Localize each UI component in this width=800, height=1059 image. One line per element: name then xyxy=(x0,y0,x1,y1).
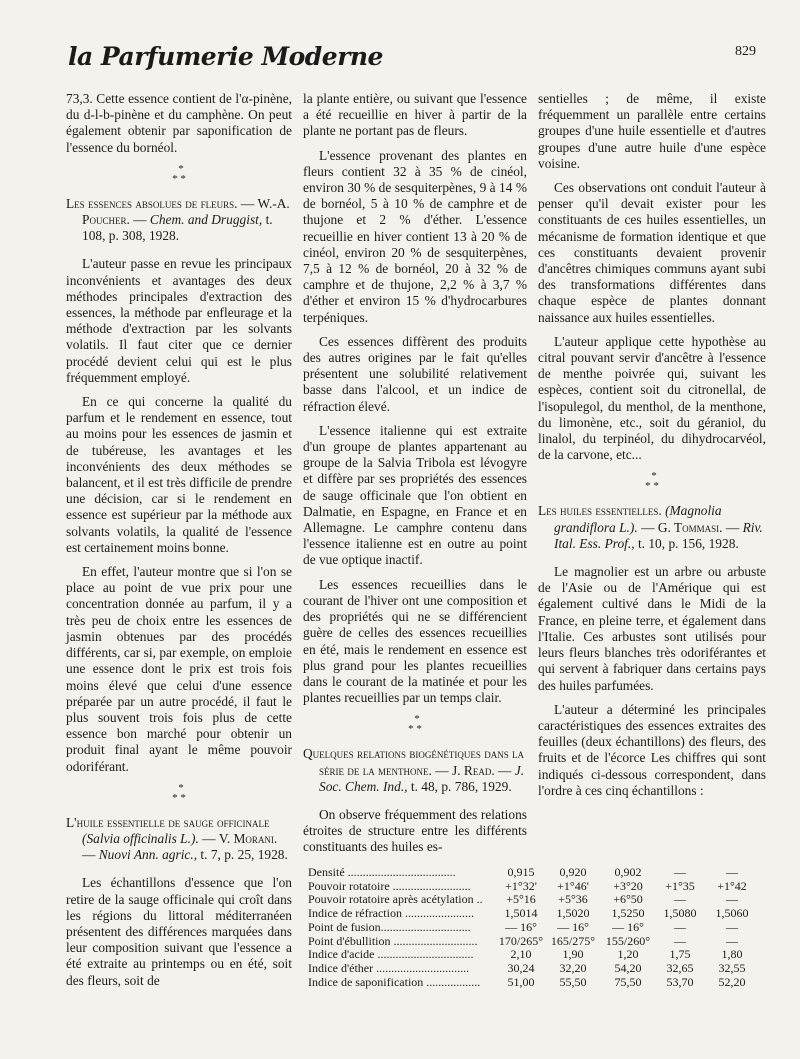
paragraph: la plante entière, ou suivant que l'essence a été recueillie en hiver à partir de la plante ne portant pas de fleurs. xyxy=(303,91,527,139)
property-label: Indice d'acide ................................ xyxy=(308,948,474,962)
table-cell: — 16° xyxy=(612,919,644,934)
table-cell: 1,5250 xyxy=(611,906,645,921)
table-cell: 1,5020 xyxy=(556,906,590,921)
table-cell: 1,5060 xyxy=(715,906,749,921)
reference-journal: Riv. Ital. Ess. Prof., xyxy=(554,519,763,551)
table-cell: 170/265° xyxy=(498,933,544,948)
paragraph: Ces essences diffèrent des produits des autres origines par le fait qu'elles présentent une solubilité relativement basse dans l'alcool, et un indice de réfraction élevé. xyxy=(303,333,527,414)
table-cell: 1,80 xyxy=(721,947,743,962)
article-reference: Les huiles essentielles. (Magnolia grandiflora L.). — G. Tommasi. — Riv. Ital. Ess. Prof., t. 10, p. 156, 1928. xyxy=(538,503,763,551)
column-right xyxy=(538,91,766,799)
paragraph: Les échantillons d'essence que l'on retire de la sauge officinale qui croît dans les régions du littoral méditerranéen présentent des différences marquées dans leur composition suivant que l'essence a été extraite au printemps ou en été, soit des fleurs, soit de xyxy=(66,875,292,988)
property-label: Pouvoir rotatoire .......................... xyxy=(308,879,471,893)
paragraph: L'auteur applique cette hypothèse au citral pouvant servir d'ancêtre à l'essence de menthe poivrée qui, suivant les espèces, contient soit du citronellal, de l'isopulegol, du menthol, de la menthone, du limonène, etc., soit du géraniol, du linalol, du terpinéol, du dihydrocarvéol, de la carvone, etc... xyxy=(538,333,766,463)
table-cell: +1°32' xyxy=(505,878,537,893)
reference-title: Les essences absolues de fleurs. xyxy=(66,195,238,211)
paragraph: L'essence provenant des plantes en fleurs contient 32 à 35 % de cinéol, environ 30 % de sesquiterpènes, 9 à 14 % de bornéol, 5 à 10 % de camphre et de thujone et 2 % d'éther. L'essence recueillie en hiver contient 13 à 20 % de cinéol, environ 20 % de sesquiterpènes, 7,5 à 12 % de bornéol, 20 à 32 % de camphre et de thujone, 2,2 % à 3,7 % d'éther et environ 15 % d'hydrocarbures terpéniques. xyxy=(303,147,527,325)
article-reference: Quelques relations biogénétiques dans la série de la menthone. — J. Read. — J. Soc. Chem. Ind., t. 48, p. 786, 1929. xyxy=(303,746,525,794)
table-cell: 32,55 xyxy=(718,960,746,975)
paragraph: 73,3. Cette essence contient de l'α-pinène, du d-l-b-pinène et du camphène. On peut également obtenir par saponification de l'essence du bornéol. xyxy=(66,91,292,155)
reference-latin-name: (Salvia officinalis L.). xyxy=(82,830,199,846)
table-cell: 51,00 xyxy=(507,974,535,989)
table-row xyxy=(308,948,768,962)
table-cell: 0,920 xyxy=(559,865,587,879)
table-cell: +6°50 xyxy=(613,892,643,907)
paragraph: En effet, l'auteur montre que si l'on se place au point de vue prix pour une concentration donnée au parfum, il y a très peu de choix entre les essences de jasmin obtenues par des procédés différents, car si, par exemple, on emploie une essence dont le prix est trois fois moins élevé que celui d'une essence préparée par un autre procédé, il faut le plus souvent trois fois plus de cette essence bon marché pour obtenir un produit final ayant le même pouvoir odoriférant. xyxy=(66,564,292,774)
table-cell: 1,90 xyxy=(562,947,584,962)
paragraph: On observe fréquemment des relations étroites de structure entre les différents constituants des huiles es- xyxy=(303,806,527,855)
column-middle xyxy=(303,91,527,856)
page-number: 829 xyxy=(735,44,756,59)
reference-details: t. 7, p. 25, 1928. xyxy=(197,847,288,863)
table-cell: 155/260° xyxy=(605,933,651,948)
table-cell: +5°36 xyxy=(558,892,588,907)
asterism: * * * xyxy=(408,713,422,736)
table-row xyxy=(308,880,768,894)
paragraph: L'auteur passe en revue les principaux inconvénients et avantages des deux méthodes principales d'extraction des essences, la méthode par enfleurage et la méthode d'extraction par les solvants volatils. Il faut citer que ce dernier procédé devient celui qui est le plus fréquemment employé. xyxy=(66,256,292,385)
reference-title: Quelques relations biogénétiques dans la série de la menthone. xyxy=(303,746,525,778)
reference-journal: Chem. and Druggist, xyxy=(149,212,263,228)
table-row xyxy=(308,866,768,880)
asterism: * * * xyxy=(172,162,186,185)
article-reference: Les essences absolues de fleurs. — W.-A. Poucher. — Chem. and Druggist, t. 108, p. 308, 1928. xyxy=(66,195,290,244)
reference-author: J. Read. xyxy=(451,762,495,778)
table-cell: +5°16 xyxy=(506,892,536,907)
reference-details: t. 108, p. 308, 1928. xyxy=(82,212,273,244)
reference-author: W.-A. Poucher. xyxy=(82,195,290,228)
paragraph: Ces observations ont conduit l'auteur à penser qu'il devait exister pour les constituants de ces huiles essentielles, un mécanisme de formation identique et que ces constituants devaient provenir d'ancêtres chimiques communs ayant subi des transformations différentes dans chaque espèce de plantes donnant naissance aux huiles essentielles. xyxy=(538,180,766,325)
table-cell: 0,902 xyxy=(614,865,642,879)
table-cell: +1°42 xyxy=(717,878,747,893)
table-cell: 55,50 xyxy=(559,974,587,989)
asterism: * * * xyxy=(172,781,186,804)
reference-details: t. 10, p. 156, 1928. xyxy=(634,535,739,551)
table-cell: 52,20 xyxy=(718,974,746,989)
reference-journal: J. Soc. Chem. Ind., xyxy=(319,762,525,794)
table-cell: — xyxy=(726,933,738,948)
reference-author: V. Morani. xyxy=(218,830,278,846)
table-cell: 1,5080 xyxy=(663,906,697,921)
table-cell: 30,24 xyxy=(507,960,535,975)
table-cell: 32,65 xyxy=(666,960,694,975)
table-row xyxy=(308,935,768,949)
table-cell: 32,20 xyxy=(559,960,587,975)
table-cell: +3°20 xyxy=(613,878,643,893)
paragraph: L'essence italienne qui est extraite d'un groupe de plantes appartenant au groupe de la Salvia Tribola est lévogyre et diffère par ses propriétés des essences de sauge officinale que l'on obtient en Dalmatie, en Espagne, en France et en Allemagne. Le camphre contenu dans l'essence italienne est en outre au point de vue optique inactif. xyxy=(303,422,527,568)
asterism: * * * xyxy=(645,470,659,493)
table-cell: 1,5014 xyxy=(504,906,538,921)
table-cell: — xyxy=(726,865,738,879)
table-cell: — xyxy=(674,892,686,907)
property-label: Indice de saponification .................. xyxy=(308,975,481,989)
column-left xyxy=(66,91,292,989)
paragraph: sentielles ; de même, il existe fréquemment un parallèle entre certains groupes d'une huile essentielle et d'autres groupes d'une autre huile d'une espèce voisine. xyxy=(538,91,766,171)
property-label: Pouvoir rotatoire après acétylation .. xyxy=(308,893,483,907)
table-cell: — xyxy=(674,865,686,879)
table-cell: +1°46' xyxy=(557,878,589,893)
table-cell: 75,50 xyxy=(614,974,642,989)
property-label: Indice d'éther ............................... xyxy=(308,961,470,975)
reference-latin-name: (Magnolia grandiflora L.). xyxy=(554,503,722,535)
property-label: Point d'ébullition ............................ xyxy=(308,934,478,948)
table-cell: 2,10 xyxy=(510,947,532,962)
table-cell: — xyxy=(674,933,686,948)
table-cell: — 16° xyxy=(505,919,537,934)
table-cell: 1,75 xyxy=(669,947,691,962)
paragraph: En ce qui concerne la qualité du parfum et le rendement en essence, tout au moins pour les essences de jasmin et de tubéreuse, les avantages et les inconvénients des deux méthodes se balancent, et il est très difficile de prendre une décision, car si le rendement en essence est supérieur par la méthode aux solvants volatils, la qualité de l'essence est certainement moins bonne. xyxy=(66,394,292,555)
article-reference: L'huile essentielle de sauge officinale (Salvia officinalis L.). — V. Morani. — Nuovi Ann. agric., t. 7, p. 25, 1928. xyxy=(66,814,288,863)
paragraph: L'auteur a déterminé les principales caractéristiques des essences extraites des feuilles (deux échantillons) des fleurs, des fruits et de l'écorce Les chiffres qui sont indiqués ci-dessous correspondent, dans l'ordre à ces cinq échantillons : xyxy=(538,701,766,798)
table-cell: 54,20 xyxy=(614,960,642,975)
reference-title: Les huiles essentielles. xyxy=(538,503,662,519)
table-cell: 0,915 xyxy=(507,865,535,879)
table-row xyxy=(308,962,768,976)
table-row xyxy=(308,976,768,990)
property-label: Point de fusion.............................. xyxy=(308,920,471,934)
table-cell: 165/275° xyxy=(550,933,596,948)
property-label: Densité .................................... xyxy=(308,866,456,879)
reference-author: G. Tommasi. xyxy=(657,519,723,535)
property-label: Indice de réfraction ....................... xyxy=(308,907,474,921)
table-cell: — xyxy=(674,919,686,934)
table-cell: 1,20 xyxy=(617,947,639,962)
table-cell: +1°35 xyxy=(665,878,695,893)
properties-table xyxy=(308,866,768,989)
table-row xyxy=(308,921,768,935)
table-cell: 53,70 xyxy=(666,974,694,989)
reference-details: t. 48, p. 786, 1929. xyxy=(407,778,512,794)
reference-journal: Nuovi Ann. agric., xyxy=(98,847,198,863)
table-row xyxy=(308,893,768,907)
journal-title: la Parfumerie Moderne xyxy=(68,42,383,71)
table-cell: — xyxy=(726,892,738,907)
table-cell: — 16° xyxy=(557,919,589,934)
table-row xyxy=(308,907,768,921)
paragraph: Le magnolier est un arbre ou arbuste de l'Asie ou de l'Amérique qui est également cultivé dans le Midi de la France, en pleine terre, et également dans l'Italie. Ces arbustes sont utilisés pour leurs fleurs blanches très odoriférantes et qui servent à fabriquer dans certains pays des huiles parfumées. xyxy=(538,564,766,693)
paragraph: Les essences recueillies dans le courant de l'hiver ont une composition et des propriétés qui ne se différencient guère de celles des essences recueillies en été, mais le rendement en essence est plus grand pour les plantes recueillies dans le courant de la matinée et pour les plantes recueillies par un temps clair. xyxy=(303,576,527,706)
table-cell: — xyxy=(726,919,738,934)
reference-title: L'huile essentielle de sauge officinale xyxy=(66,814,270,830)
